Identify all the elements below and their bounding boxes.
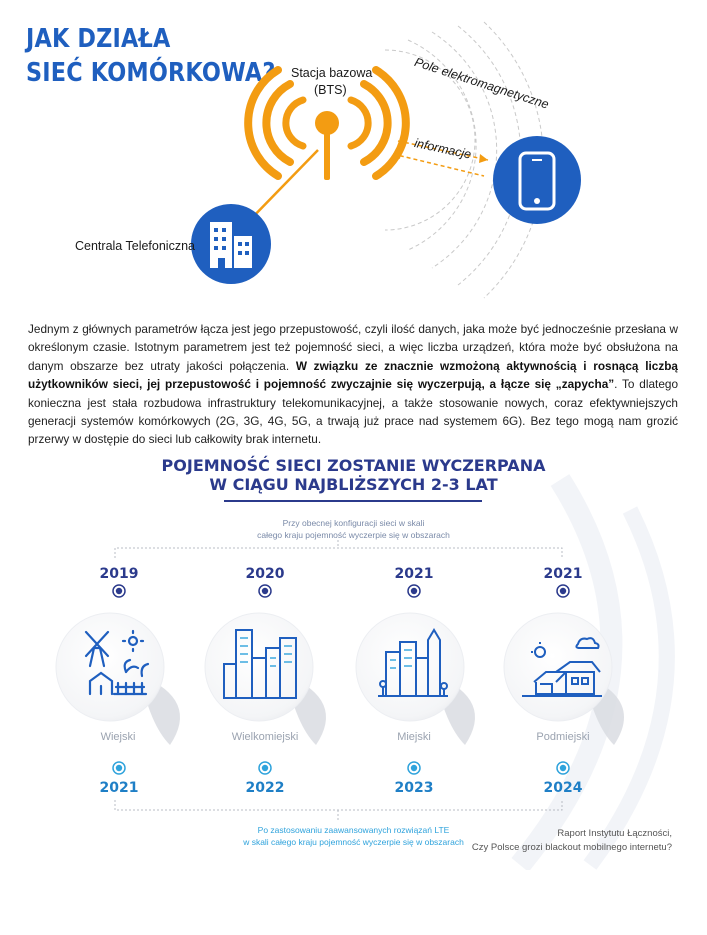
source-line-1: Raport Instytutu Łączności, [557, 828, 672, 839]
network-diagram [0, 0, 707, 300]
section-title-line-2: W CIĄGU NAJBLIŻSZYCH 2-3 LAT [209, 475, 498, 494]
year-now-rural: 2019 [99, 566, 139, 582]
top-note [0, 517, 707, 541]
top-bracket [115, 548, 562, 558]
area-icons [0, 580, 707, 780]
paragraph-bold: W związku ze znacznie wzmożoną aktywnością i rosnącą liczbą użytkowników sieci, jej przepustowość i pojemność zwyczajnie się wyczerpują, a łącze się „zapycha” [28, 358, 678, 392]
info-label: informacje [413, 136, 473, 162]
top-note-line-2: całego kraju pojemność wyczerpie się w obszarach [257, 530, 450, 540]
area-label-urban: Miejski [397, 731, 431, 743]
bottom-bracket [115, 800, 562, 810]
year-lte-urban: 2023 [394, 780, 434, 796]
year-now-urban: 2021 [394, 566, 434, 582]
year-lte-rural: 2021 [99, 780, 139, 796]
bottom-note-line-2: w skali całego kraju pojemność wyczerpie się w obszarach [243, 837, 464, 847]
phone-circle [493, 136, 581, 224]
page-title-line-2: SIEĆ KOMÓRKOWA? [26, 58, 276, 88]
bottom-note-line-1: Po zastosowaniu zaawansowanych rozwiązań LTE [257, 825, 450, 835]
bottom-markers [0, 758, 707, 780]
area-circle-urban [356, 613, 464, 721]
year-lte-metro: 2022 [245, 780, 285, 796]
paragraph-part-2: . To dlatego konieczna jest stała rozbudowa infrastruktury telekomunikacyjnej, a także stosowanie nowych, coraz efektywniejszych generacji systemów komórkowych (2G, 3G, 4G, 5G, a trwają już prace nad systemem 6G). Bez tego mogą nam grozić przerwy w dostępie do sieci lub całkowity brak internetu. [28, 377, 679, 447]
area-label-suburban: Podmiejski [536, 731, 590, 743]
top-markers [113, 585, 569, 597]
body-paragraph [28, 320, 678, 449]
section-title-line-1: POJEMNOŚĆ SIECI ZOSTANIE WYCZERPANA [161, 456, 546, 475]
station-label-sub: (BTS) [314, 83, 347, 97]
year-lte-suburban: 2024 [543, 780, 583, 796]
source-citation [472, 827, 672, 855]
area-label-rural: Wiejski [100, 731, 136, 743]
year-now-metro: 2020 [245, 566, 285, 582]
source-line-2: Czy Polsce grozi blackout mobilnego internetu? [471, 842, 672, 853]
field-label: Pole elektromagnetyczne [412, 55, 551, 112]
area-label-metro: Wielkomiejski [231, 731, 299, 743]
year-now-suburban: 2021 [543, 566, 583, 582]
page-title-line-1: JAK DZIAŁA [26, 24, 171, 54]
antenna-mast-icon [324, 130, 330, 180]
exchange-label: Centrala Telefoniczna [75, 239, 195, 253]
station-label: Stacja bazowa [291, 66, 373, 80]
paragraph-part-1: Jednym z głównych parametrów łącza jest jego przepustowość, czyli ilość danych, jaka może być jednocześnie przesłana w określonym czasie. Istotnym parametrem jest też pojemność sieci, a więc liczba urządzeń, która może być obsłużona na danym obszarze bez utraty jakości połączenia. [28, 322, 678, 373]
top-note-line-1: Przy obecnej konfiguracji sieci w skali [282, 518, 425, 528]
area-circle-rural [56, 613, 164, 721]
